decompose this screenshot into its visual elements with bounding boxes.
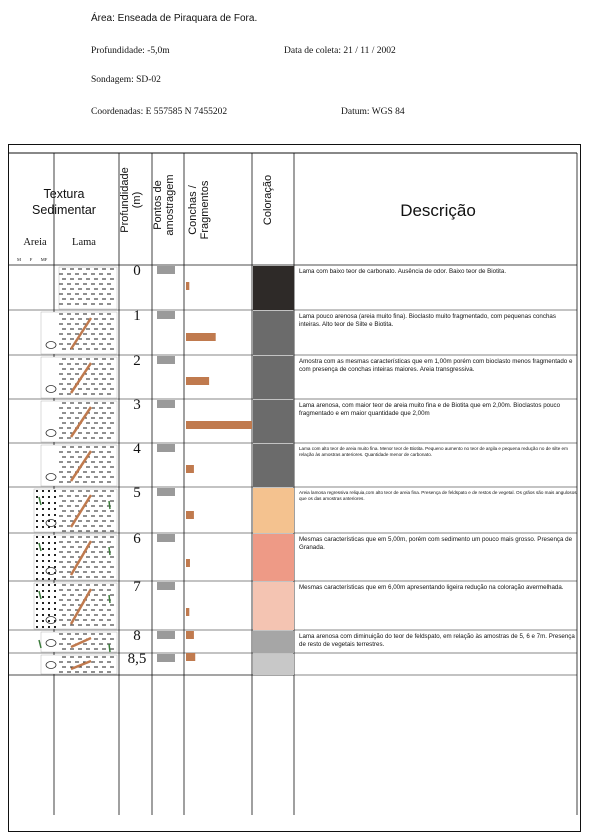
lithology-cell: [41, 312, 117, 354]
sand-dot: [54, 566, 56, 568]
sand-dot: [54, 542, 56, 544]
sand-dot: [42, 548, 44, 550]
shell-amount-bar: [186, 559, 190, 567]
area-title: Área: Enseada de Piraquara de Fora.: [91, 13, 258, 24]
sand-dot: [36, 566, 38, 568]
depth-value: 5: [133, 485, 141, 501]
sand-dot: [36, 542, 38, 544]
sand-dot: [42, 626, 44, 628]
plant-fragment: [109, 644, 110, 652]
sand-dot: [42, 620, 44, 622]
header-textura: Textura Sedimentar: [32, 187, 96, 217]
shell-amount-bar: [186, 282, 189, 290]
sampling-point: [157, 444, 175, 452]
header-profundidade: Profundidade (m): [119, 167, 144, 233]
lithology-cell: [59, 267, 117, 309]
shell-amount-bar: [186, 377, 209, 385]
collection-date: Data de coleta: 21 / 11 / 2002: [284, 46, 396, 56]
sand-dot: [54, 496, 56, 498]
sand-dot: [36, 626, 38, 628]
sand-dot: [48, 596, 50, 598]
header-areia: Areia: [23, 237, 47, 248]
sand-dot: [36, 526, 38, 528]
depth-label: Profundidade: -5,0m: [91, 46, 170, 56]
header-mf: MF: [40, 257, 48, 262]
sand-dot: [54, 490, 56, 492]
sand-dot: [36, 560, 38, 562]
sampling-point: [157, 488, 175, 496]
sand-dot: [48, 508, 50, 510]
header-descricao: Descrição: [400, 201, 476, 220]
sand-dot: [36, 602, 38, 604]
coloration-swatch: [253, 311, 294, 355]
depth-value: 8: [133, 628, 141, 644]
sand-dot: [36, 620, 38, 622]
header-lama: Lama: [72, 237, 96, 248]
sampling-point: [157, 631, 175, 639]
sand-dot: [42, 554, 44, 556]
sand-dot: [42, 572, 44, 574]
header-coloracao: Coloração: [262, 174, 274, 226]
sand-dot: [48, 520, 50, 522]
sand-dot: [36, 502, 38, 504]
sand-dot: [48, 584, 50, 586]
sand-dot: [48, 490, 50, 492]
sand-dot: [42, 536, 44, 538]
sampling-point: [157, 534, 175, 542]
sand-dot: [54, 596, 56, 598]
header-pontos: Pontos de amostragem: [152, 174, 177, 236]
shell-amount-bar: [186, 333, 216, 341]
layer-description: Areia lamosa regressiva reliquia,com alto teor de areia fina. Presença de feldspato e de restos de vegetal. Os grãos são mais angulosos que os das amostras anteriores.: [299, 490, 577, 501]
sand-dot: [54, 554, 56, 556]
sand-dot: [42, 566, 44, 568]
sand-dot: [54, 602, 56, 604]
sampling-point: [157, 266, 175, 274]
sand-dot: [54, 614, 56, 616]
header-conchas: Conchas / Fragmentos: [187, 180, 212, 240]
datum: Datum: WGS 84: [341, 107, 405, 117]
plant-fragment: [39, 640, 41, 648]
sand-dot: [54, 608, 56, 610]
sand-dot: [36, 520, 38, 522]
sand-dot: [48, 578, 50, 580]
sampling-point: [157, 356, 175, 364]
sand-dot: [48, 602, 50, 604]
sand-dot: [54, 526, 56, 528]
coloration-swatch: [253, 266, 294, 310]
sand-dot: [42, 602, 44, 604]
depth-value: 4: [133, 441, 141, 457]
lithology-cell: [41, 445, 117, 486]
sampling-point: [157, 582, 175, 590]
sand-dot: [48, 514, 50, 516]
sand-dot: [48, 548, 50, 550]
sand-dot: [42, 508, 44, 510]
sampling-point: [157, 654, 175, 662]
sand-dot: [42, 608, 44, 610]
sand-dot: [42, 560, 44, 562]
plant-fragment: [109, 595, 110, 603]
sampling-point: [157, 311, 175, 319]
shell-amount-bar: [186, 465, 194, 473]
coloration-swatch: [253, 356, 294, 399]
layer-description: Lama arenosa, com maior teor de areia muito fina e de Biotita que em 2,00m. Bioclastos pouco fragmentado e em maior quantidade que 2,00m: [299, 402, 561, 418]
sand-dot: [36, 490, 38, 492]
layer-description: Lama com alto teor de areia muito fina. Menor teor de Biotita. Pequeno aumento no teor de argila e pequena redução no de silte em relação às amostras anteriores. Quantidade menor de carbonato.: [299, 446, 568, 457]
sand-dot: [42, 520, 44, 522]
sand-dot: [36, 554, 38, 556]
sand-dot: [48, 614, 50, 616]
sand-dot: [42, 502, 44, 504]
sand-dot: [54, 590, 56, 592]
depth-value: 8,5: [127, 651, 147, 667]
sand-dot: [48, 554, 50, 556]
shell-amount-bar: [186, 653, 195, 661]
shell-amount-bar: [186, 631, 194, 639]
sand-dot: [36, 548, 38, 550]
sand-dot: [42, 526, 44, 528]
depth-value: 1: [133, 308, 141, 324]
layer-description: Lama pouco arenosa (areia muito fina). Bioclasto muito fragmentado, com pequenas conchas inteiras. Alto teor de Silte e Biotita.: [299, 313, 556, 329]
layer-description: Lama arenosa com diminuição do teor de feldspato, em relação às amostras de 5, 6 e 7m. Presença de resto de vegetais terrestres.: [299, 633, 575, 649]
coloration-swatch: [253, 534, 294, 581]
shell-amount-bar: [186, 511, 194, 519]
sand-dot: [36, 514, 38, 516]
sand-dot: [54, 626, 56, 628]
sand-dot: [54, 578, 56, 580]
sand-dot: [54, 508, 56, 510]
plant-fragment: [109, 501, 110, 509]
sondagem-label: Sondagem: SD-02: [91, 75, 161, 85]
shell-amount-bar: [186, 608, 189, 616]
sand-dot: [42, 614, 44, 616]
sand-dot: [48, 620, 50, 622]
sand-dot: [42, 496, 44, 498]
sand-dot: [48, 542, 50, 544]
sand-dot: [36, 508, 38, 510]
sand-dot: [54, 536, 56, 538]
header-m: M: [16, 257, 21, 262]
depth-value: 6: [133, 531, 141, 547]
sand-dot: [54, 560, 56, 562]
sand-dot: [48, 560, 50, 562]
lithology-cell: [41, 401, 117, 442]
depth-value: 7: [133, 579, 141, 595]
sand-dot: [36, 584, 38, 586]
sand-dot: [48, 626, 50, 628]
depth-value: 2: [133, 353, 141, 369]
sand-dot: [36, 496, 38, 498]
sand-dot: [48, 502, 50, 504]
sand-dot: [36, 578, 38, 580]
sand-dot: [36, 590, 38, 592]
coloration-swatch: [253, 582, 294, 630]
sand-dot: [42, 514, 44, 516]
layer-description: Lama com baixo teor de carbonato. Ausência de odor. Baixo teor de Biotita.: [299, 268, 507, 275]
sand-dot: [48, 572, 50, 574]
sand-dot: [54, 584, 56, 586]
coordinates: Coordenadas: E 557585 N 7455202: [91, 107, 228, 117]
sand-dot: [42, 590, 44, 592]
coloration-swatch: [253, 488, 294, 533]
sand-dot: [54, 514, 56, 516]
sand-dot: [54, 548, 56, 550]
sand-dot: [48, 496, 50, 498]
sand-dot: [42, 596, 44, 598]
stratigraphic-log-sheet: [8, 144, 581, 832]
depth-value: 3: [133, 397, 141, 413]
sand-dot: [42, 578, 44, 580]
sand-dot: [54, 502, 56, 504]
depth-value: 0: [133, 263, 141, 279]
lithology-cell: [41, 357, 117, 398]
sand-dot: [36, 536, 38, 538]
layer-description: Amostra com as mesmas características que em 1,00m porém com bioclasto menos fragmentado e com presença de conchas inteiras maiores. Areia transgressiva.: [299, 358, 573, 374]
sand-dot: [48, 590, 50, 592]
sand-dot: [36, 608, 38, 610]
layer-description: Mesmas características que em 5,00m, porém com sedimento um pouco mais grosso. Presença de Granada.: [299, 536, 573, 552]
sand-dot: [42, 542, 44, 544]
coloration-swatch: [253, 400, 294, 443]
sand-dot: [36, 596, 38, 598]
sand-dot: [42, 584, 44, 586]
sand-dot: [48, 608, 50, 610]
plant-fragment: [109, 547, 110, 555]
sand-dot: [48, 536, 50, 538]
header-f: F: [29, 257, 33, 262]
layer-description: Mesmas características que em 6,00m apresentando ligeira redução na coloração avermelhada.: [299, 584, 564, 591]
sand-dot: [36, 572, 38, 574]
coloration-swatch: [253, 631, 294, 653]
shell-amount-bar: [186, 421, 252, 429]
sand-dot: [42, 490, 44, 492]
coloration-swatch: [253, 654, 294, 675]
coloration-swatch: [253, 444, 294, 487]
sand-dot: [36, 614, 38, 616]
sampling-point: [157, 400, 175, 408]
